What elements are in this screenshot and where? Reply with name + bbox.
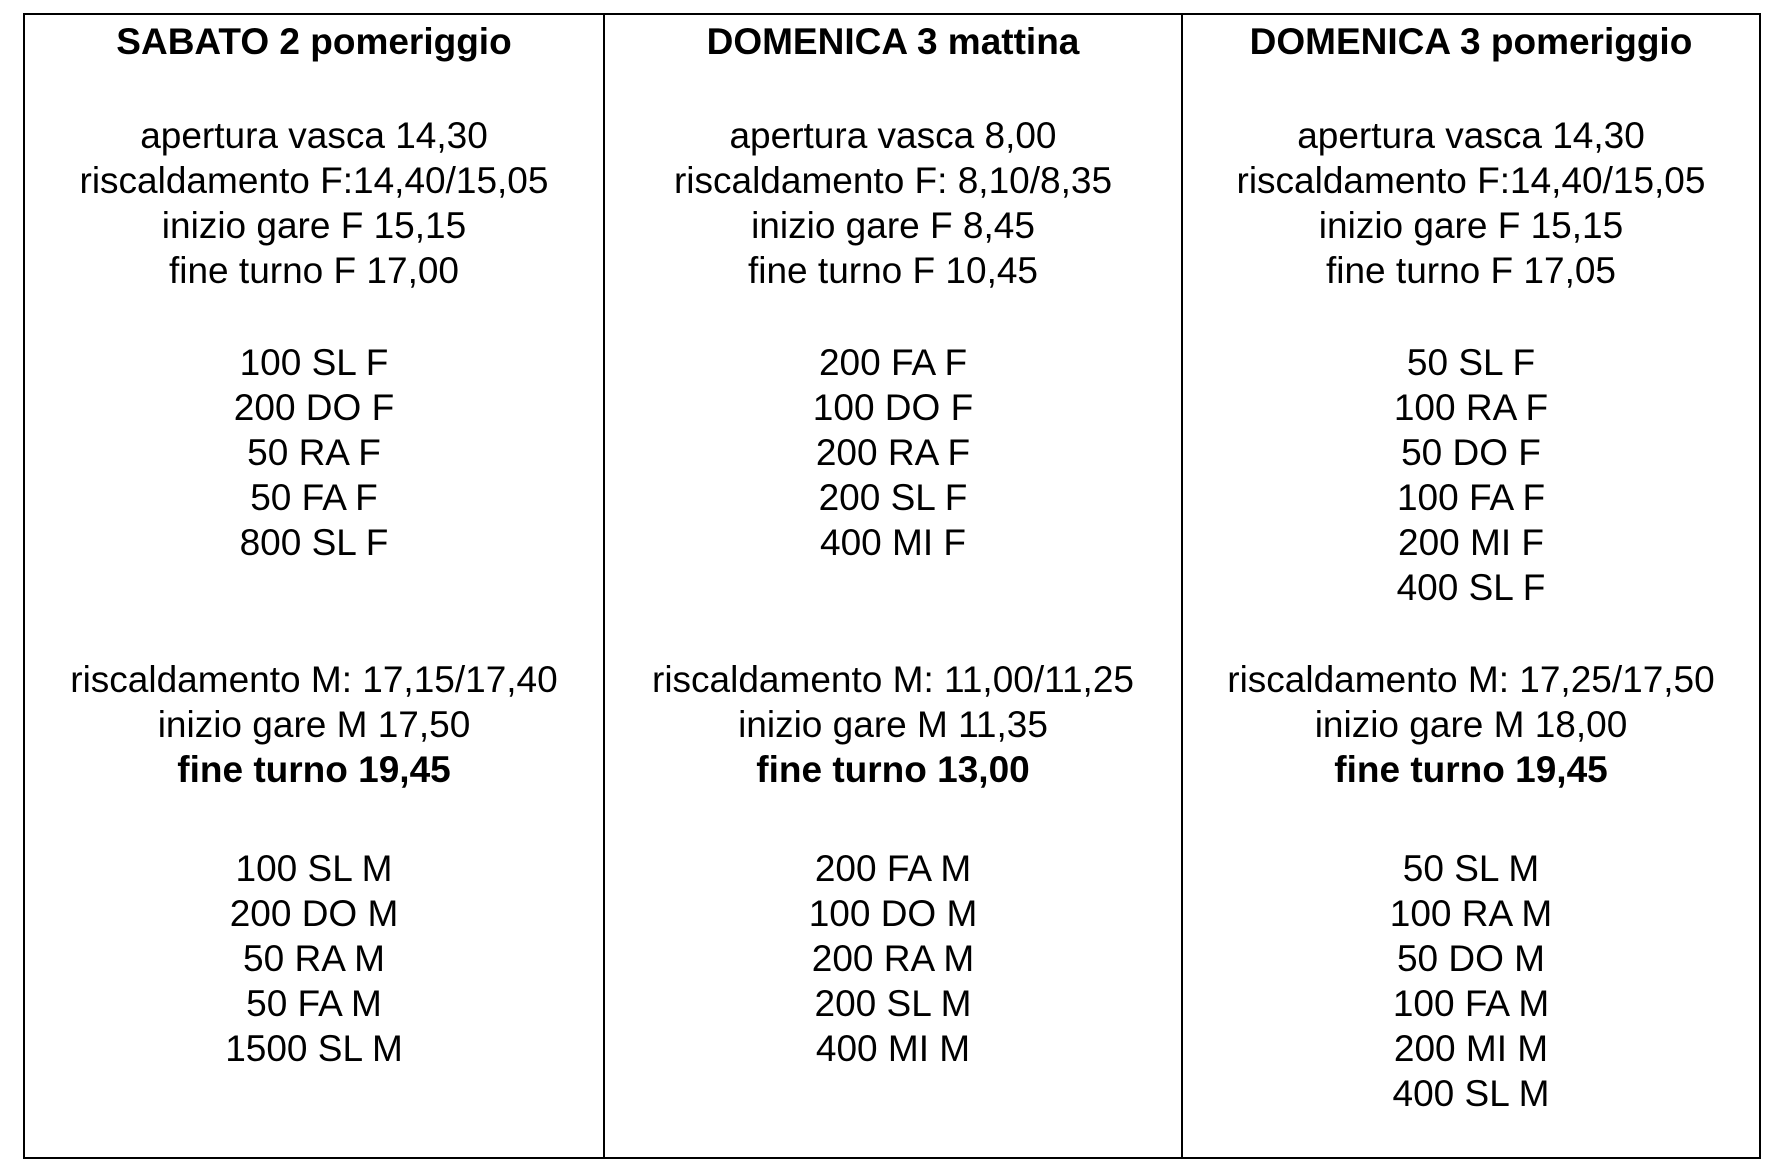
female-events-list [1183, 340, 1759, 610]
event-item: 200 RA M [811, 938, 975, 979]
event-item: 100 DO F [812, 387, 974, 428]
event-item: 100 DO M [808, 893, 978, 934]
male-events-list [25, 846, 603, 1071]
male-warmup-time: riscaldamento M: 17,15/17,40 [70, 659, 558, 700]
female-end-time: fine turno F 10,45 [747, 250, 1039, 291]
event-item: 200 DO F [233, 387, 395, 428]
female-start-time: inizio gare F 15,15 [1318, 205, 1624, 246]
pool-opening-time: apertura vasca 14,30 [140, 115, 488, 156]
female-warmup-time: riscaldamento F:14,40/15,05 [1236, 160, 1706, 201]
column-heading: DOMENICA 3 mattina [706, 21, 1080, 62]
event-item: 50 RA M [243, 938, 385, 979]
female-warmup-time: riscaldamento F:14,40/15,05 [79, 160, 549, 201]
female-events-list [605, 340, 1181, 565]
event-item: 400 SL M [1392, 1073, 1550, 1114]
event-item: 400 MI M [815, 1028, 971, 1069]
female-end-time: fine turno F 17,00 [168, 250, 460, 291]
male-start-time: inizio gare M 18,00 [1314, 704, 1628, 745]
female-start-time: inizio gare F 8,45 [751, 205, 1035, 246]
event-item: 200 DO M [229, 893, 399, 934]
event-item: 50 FA F [250, 477, 378, 518]
event-item: 200 RA F [815, 432, 971, 473]
column-heading: SABATO 2 pomeriggio [116, 21, 512, 62]
event-item: 1500 SL M [225, 1028, 403, 1069]
schedule-column-sabato-pomeriggio [25, 15, 603, 1157]
session-end-time: fine turno 13,00 [756, 749, 1030, 790]
event-item: 100 FA M [1392, 983, 1550, 1024]
male-start-time: inizio gare M 11,35 [738, 704, 1048, 745]
event-item: 100 RA M [1389, 893, 1553, 934]
event-item: 200 SL M [814, 983, 972, 1024]
female-session-times [605, 113, 1181, 293]
event-item: 100 SL F [239, 342, 389, 383]
female-start-time: inizio gare F 15,15 [161, 205, 467, 246]
female-warmup-time: riscaldamento F: 8,10/8,35 [673, 160, 1113, 201]
event-item: 50 DO M [1396, 938, 1546, 979]
male-warmup-time: riscaldamento M: 17,25/17,50 [1227, 659, 1715, 700]
event-item: 50 SL F [1406, 342, 1536, 383]
event-item: 100 SL M [235, 848, 393, 889]
female-end-time: fine turno F 17,05 [1325, 250, 1617, 291]
session-end-time: fine turno 19,45 [1334, 749, 1608, 790]
event-item: 200 MI F [1398, 522, 1544, 563]
event-item: 50 DO F [1401, 432, 1541, 473]
male-session-times [25, 657, 603, 792]
schedule-column-domenica-pomeriggio [1181, 15, 1759, 1157]
pool-opening-time: apertura vasca 14,30 [1297, 115, 1645, 156]
event-item: 50 FA M [246, 983, 382, 1024]
event-item: 200 SL F [818, 477, 968, 518]
female-events-list [25, 340, 603, 565]
column-heading: DOMENICA 3 pomeriggio [1249, 21, 1693, 62]
event-item: 50 RA F [247, 432, 381, 473]
male-events-list [1183, 846, 1759, 1116]
female-session-times [25, 113, 603, 293]
event-item: 400 SL F [1396, 567, 1546, 608]
male-start-time: inizio gare M 17,50 [157, 704, 471, 745]
session-end-time: fine turno 19,45 [177, 749, 451, 790]
pool-opening-time: apertura vasca 8,00 [729, 115, 1057, 156]
schedule-column-domenica-mattina [603, 15, 1181, 1157]
male-warmup-time: riscaldamento M: 11,00/11,25 [652, 659, 1134, 700]
event-item: 100 RA F [1393, 387, 1549, 428]
event-item: 400 MI F [820, 522, 966, 563]
event-item: 200 FA F [818, 342, 968, 383]
event-item: 200 FA M [814, 848, 972, 889]
male-events-list [605, 846, 1181, 1071]
schedule-table [23, 13, 1761, 1159]
event-item: 200 MI M [1393, 1028, 1549, 1069]
event-item: 50 SL M [1402, 848, 1540, 889]
male-session-times [605, 657, 1181, 792]
event-item: 100 FA F [1396, 477, 1546, 518]
male-session-times [1183, 657, 1759, 792]
event-item: 800 SL F [239, 522, 389, 563]
female-session-times [1183, 113, 1759, 293]
